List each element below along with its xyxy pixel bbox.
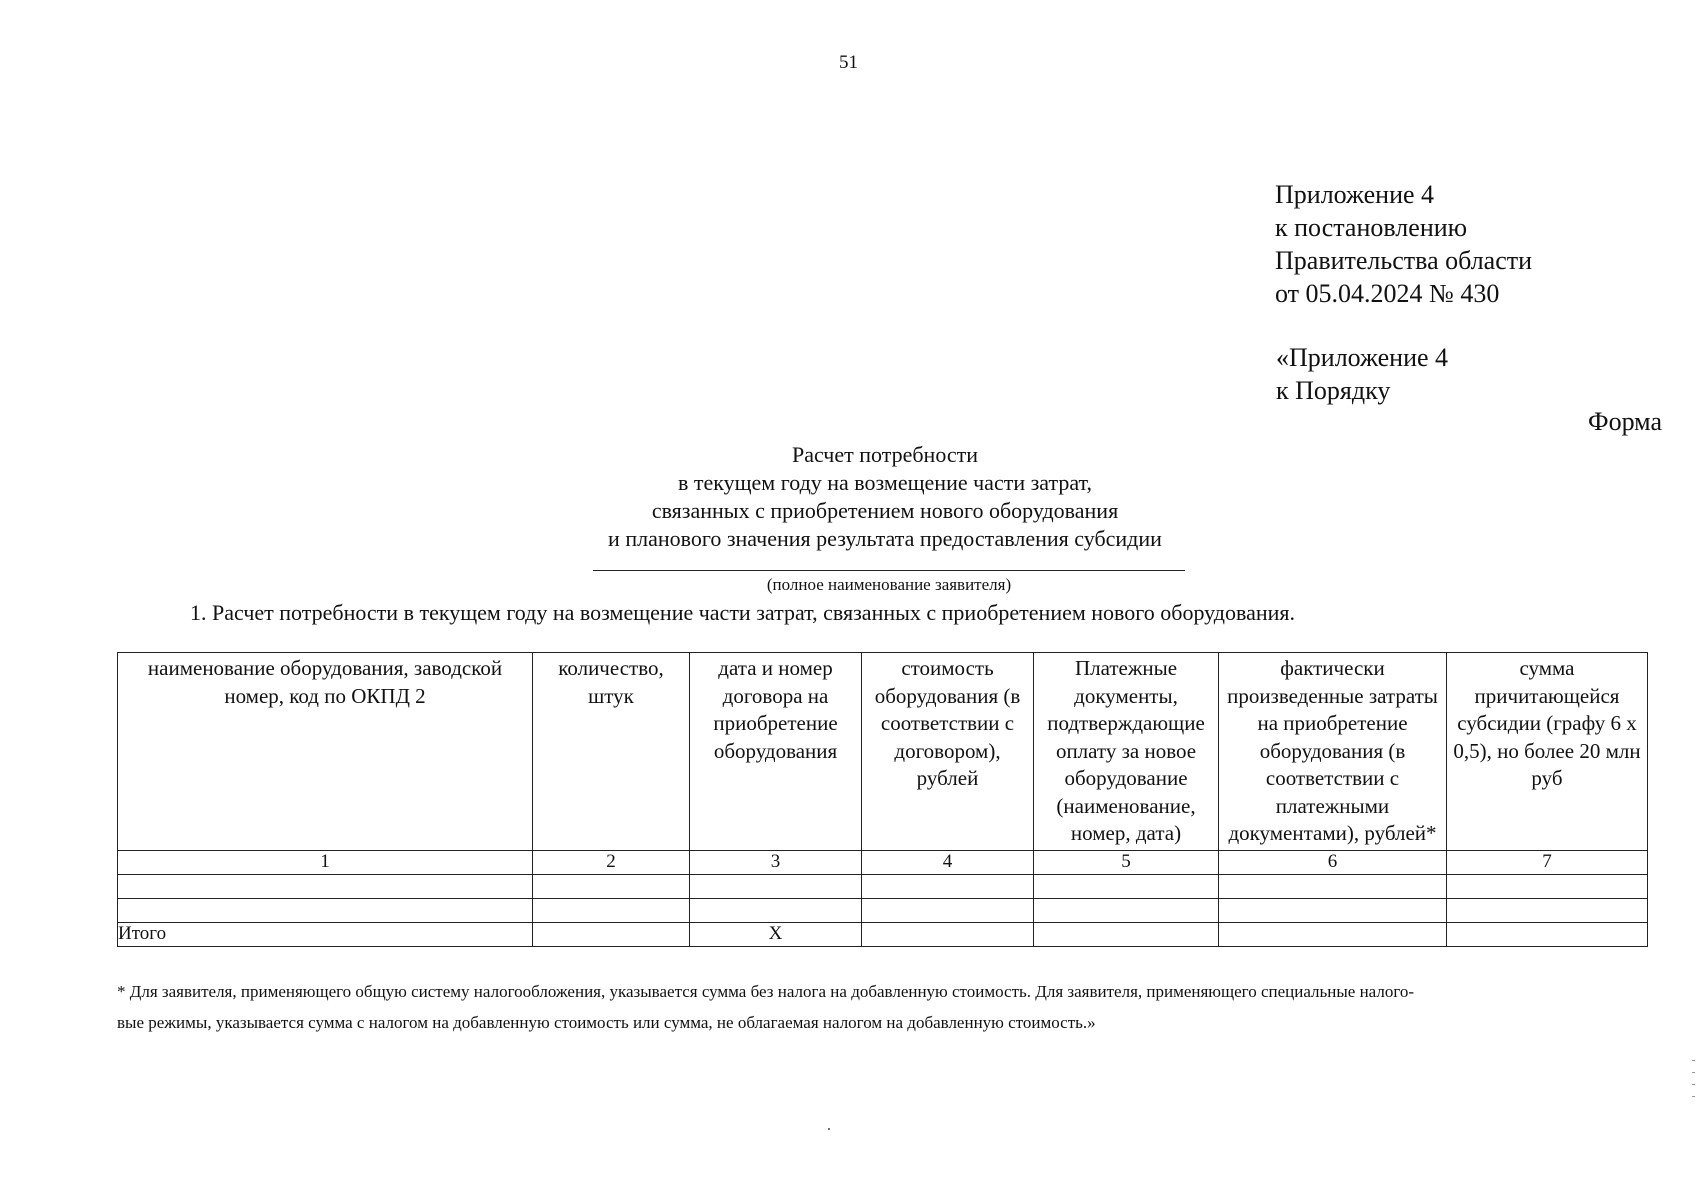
- appendix-block: [1275, 178, 1532, 310]
- header-contract: дата и номер договора на приобретение оборудования: [690, 653, 862, 851]
- column-number: 5: [1034, 851, 1219, 875]
- header-payment-documents: Платежные документы, подтверждающие оплату за новое оборудование (наименование, номер, дата): [1034, 653, 1219, 851]
- header-equipment-name: наименование оборудования, заводской номер, код по ОКПД 2: [118, 653, 533, 851]
- table-cell: [118, 875, 533, 899]
- header-equipment-cost: стоимость оборудования (в соответствии с договором), рублей: [862, 653, 1034, 851]
- section-heading: 1. Расчет потребности в текущем году на возмещение части затрат, связанных с приобретением нового оборудования.: [190, 600, 1296, 625]
- header-quantity: количество, штук: [533, 653, 690, 851]
- table-cell: [690, 875, 862, 899]
- column-number-row: [118, 851, 1648, 875]
- table-cell: [1034, 899, 1219, 923]
- column-number: 3: [690, 851, 862, 875]
- total-cell-x: Х: [690, 923, 862, 947]
- appendix-quoted-block: [1276, 341, 1448, 407]
- footnote: [117, 976, 1662, 1038]
- footnote-line: * Для заявителя, применяющего общую систему налогообложения, указывается сумма без налога на добавленную стоимость. Для заявителя, применяющего специальные налого-: [117, 982, 1415, 1001]
- column-number: 6: [1219, 851, 1447, 875]
- scan-edge-mark: [1692, 1060, 1695, 1061]
- table-cell: [1219, 923, 1447, 947]
- table-cell: [533, 923, 690, 947]
- column-number: 1: [118, 851, 533, 875]
- total-row: [118, 923, 1648, 947]
- table-cell: [118, 899, 533, 923]
- table-cell: [1447, 923, 1648, 947]
- table-cell: [862, 899, 1034, 923]
- applicant-name-field-line: [593, 570, 1185, 571]
- table-row: [118, 875, 1648, 899]
- title-line: и планового значения результата предоставления субсидии: [608, 526, 1162, 551]
- applicant-name-caption: (полное наименование заявителя): [766, 575, 1012, 594]
- table-cell: [533, 899, 690, 923]
- scan-dot: [828, 1128, 830, 1130]
- table-cell: [1219, 899, 1447, 923]
- footnote-line: вые режимы, указывается сумма с налогом на добавленную стоимость или сумма, не облагаемая налогом на добавленную стоимость.»: [117, 1013, 1096, 1032]
- table-cell: [690, 899, 862, 923]
- form-label: Форма: [1588, 407, 1662, 436]
- total-label: Итого: [118, 923, 533, 947]
- column-number: 4: [862, 851, 1034, 875]
- table-cell: [533, 875, 690, 899]
- title-line: Расчет потребности: [791, 442, 979, 467]
- appendix-quoted-line: «Приложение 4: [1276, 343, 1449, 372]
- table-cell: [862, 923, 1034, 947]
- table-cell: [1447, 875, 1648, 899]
- column-number: 2: [533, 851, 690, 875]
- appendix-line: Правительства области: [1275, 246, 1533, 275]
- title-line: связанных с приобретением нового оборудования: [651, 498, 1119, 523]
- page-number: 51: [839, 52, 858, 73]
- appendix-line: Приложение 4: [1275, 180, 1435, 209]
- column-number: 7: [1447, 851, 1648, 875]
- table-cell: [1219, 875, 1447, 899]
- scan-edge-mark: [1692, 1072, 1695, 1073]
- header-actual-costs: фактически произведенные затраты на приобретение оборудования (в соответствии с платежными документами), рублей*: [1219, 653, 1447, 851]
- scan-edge-mark: [1692, 1084, 1695, 1085]
- appendix-quoted-line: к Порядку: [1276, 376, 1391, 405]
- title-line: в текущем году на возмещение части затрат,: [677, 470, 1093, 495]
- table-row: [118, 899, 1648, 923]
- table-cell: [1034, 923, 1219, 947]
- document-title: [560, 441, 1210, 553]
- table-cell: [1034, 875, 1219, 899]
- header-subsidy-amount: сумма причитающейся субсидии (графу 6 х 0,5), но более 20 млн руб: [1447, 653, 1648, 851]
- table-cell: [1447, 899, 1648, 923]
- table-cell: [862, 875, 1034, 899]
- appendix-line: к постановлению: [1275, 213, 1468, 242]
- scan-edge-mark: [1692, 1096, 1695, 1097]
- calculation-table: [117, 652, 1648, 947]
- table-header-row: [118, 653, 1648, 851]
- appendix-line: от 05.04.2024 № 430: [1275, 279, 1500, 308]
